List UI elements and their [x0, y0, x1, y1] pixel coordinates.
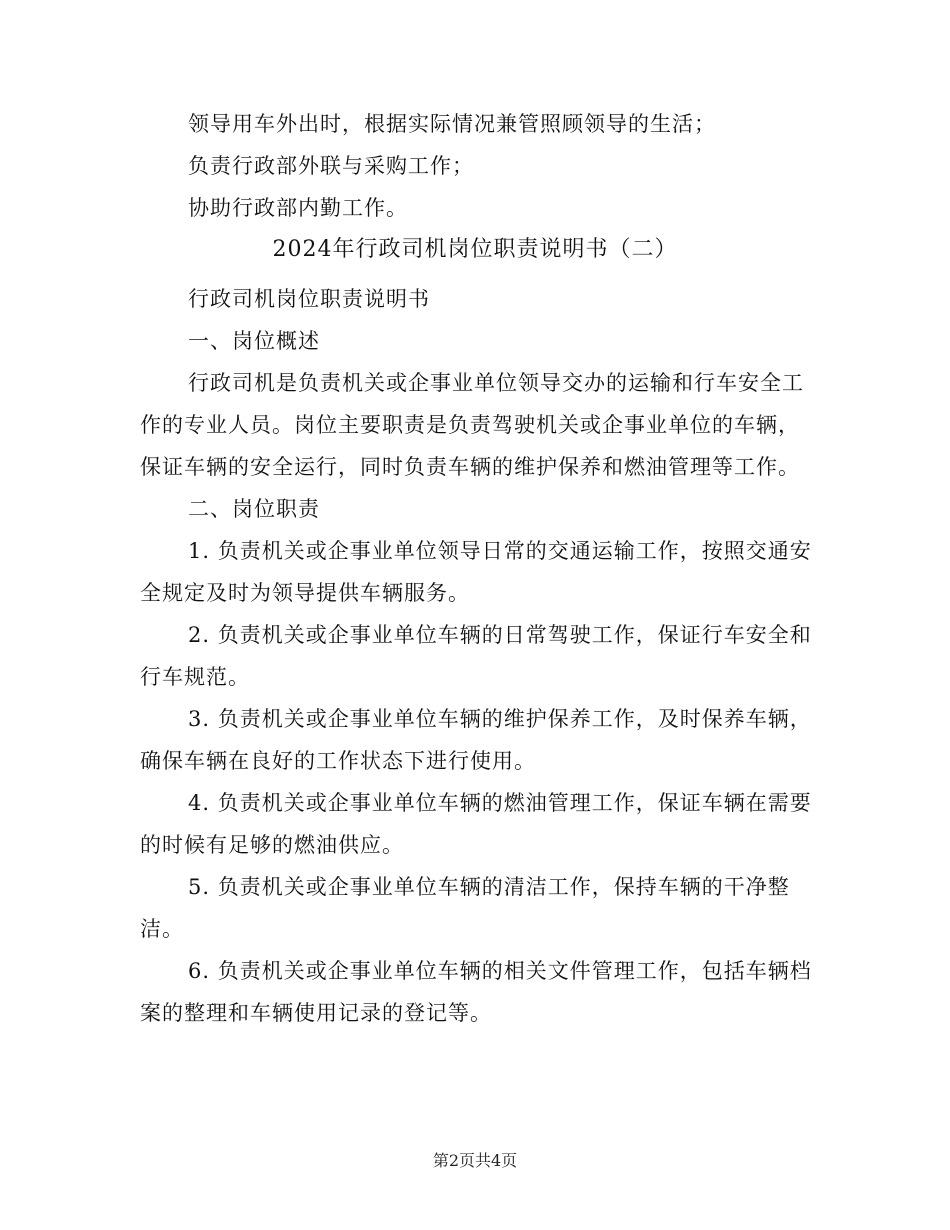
duty-2-line-1: 2. 负责机关或企事业单位车辆的日常驾驶工作，保证行车安全和	[188, 623, 812, 647]
overview-line-1: 行政司机是负责机关或企事业单位领导交办的运输和行车安全工	[188, 371, 804, 395]
doc-heading: 行政司机岗位职责说明书	[188, 287, 430, 311]
duty-4-line-2: 的时候有足够的燃油供应。	[140, 833, 404, 857]
intro-line-2: 负责行政部外联与采购工作；	[188, 154, 474, 178]
duty-5-line-1: 5. 负责机关或企事业单位车辆的清洁工作，保持车辆的干净整	[188, 875, 790, 899]
duty-3-line-1: 3. 负责机关或企事业单位车辆的维护保养工作，及时保养车辆，	[188, 707, 812, 731]
duty-3-line-2: 确保车辆在良好的工作状态下进行使用。	[140, 749, 536, 773]
part1-heading: 一、岗位概述	[188, 329, 320, 353]
page-footer: 第2页共4页	[432, 1151, 518, 1170]
duty-2-line-2: 行车规范。	[140, 665, 250, 689]
overview-line-3: 保证车辆的安全运行，同时负责车辆的维护保养和燃油管理等工作。	[140, 455, 800, 479]
duty-4-line-1: 4. 负责机关或企事业单位车辆的燃油管理工作，保证车辆在需要	[188, 791, 812, 815]
section-title: 2024年行政司机岗位职责说明书（二）	[272, 237, 678, 262]
duty-1-line-2: 全规定及时为领导提供车辆服务。	[140, 581, 470, 605]
intro-line-1: 领导用车外出时，根据实际情况兼管照顾领导的生活；	[188, 112, 716, 136]
duty-6-line-1: 6. 负责机关或企事业单位车辆的相关文件管理工作，包括车辆档	[188, 959, 812, 983]
overview-line-2: 作的专业人员。岗位主要职责是负责驾驶机关或企事业单位的车辆，	[140, 413, 800, 437]
duty-5-line-2: 洁。	[140, 917, 184, 941]
duty-6-line-2: 案的整理和车辆使用记录的登记等。	[140, 1001, 492, 1025]
intro-line-3: 协助行政部内勤工作。	[188, 196, 408, 220]
part2-heading: 二、岗位职责	[188, 497, 320, 521]
duty-1-line-1: 1. 负责机关或企事业单位领导日常的交通运输工作，按照交通安	[188, 539, 812, 563]
